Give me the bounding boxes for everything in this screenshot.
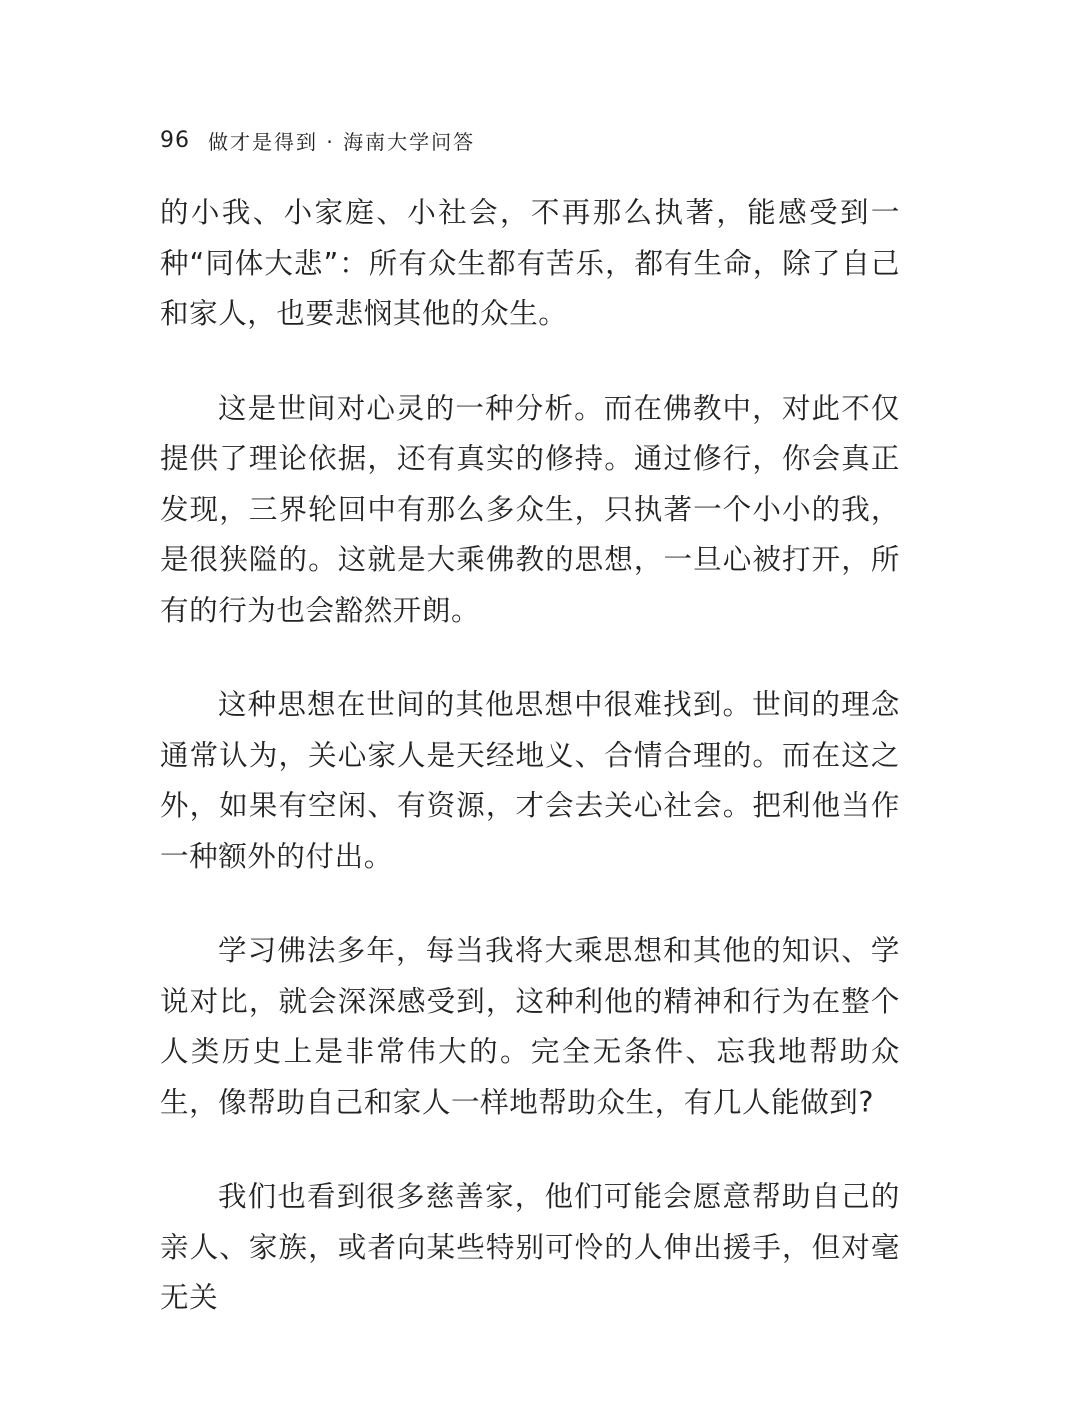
paragraph: 这种思想在世间的其他思想中很难找到。世间的理念通常认为，关心家人是天经地义、合情合理的。而在这之外，如果有空闲、有资源，才会去关心社会。把利他当作一种额外的付出。 [160, 688, 900, 873]
paragraph-continued: 的小我、小家庭、小社会，不再那么执著，能感受到一种“同体大悲”：所有众生都有苦乐，都有生命，除了自己和家人，也要悲悯其他的众生。 [160, 196, 900, 330]
paragraph: 我们也看到很多慈善家，他们可能会愿意帮助自己的亲人、家族，或者向某些特别可怜的人伸出援手，但对毫无关 [160, 1180, 900, 1314]
page-number: 96 [160, 127, 190, 153]
paragraph: 这是世间对心灵的一种分析。而在佛教中，对此不仅提供了理论依据，还有真实的修持。通过修行，你会真正发现，三界轮回中有那么多众生，只执著一个小小的我，是很狭隘的。这就是大乘佛教的思想，一旦心被打开，所有的行为也会豁然开朗。 [160, 391, 900, 627]
paragraph: 学习佛法多年，每当我将大乘思想和其他的知识、学说对比，就会深深感受到，这种利他的精神和行为在整个人类历史上是非常伟大的。完全无条件、忘我地帮助众生，像帮助自己和家人一样地帮助众生，有几人能做到? [160, 934, 900, 1119]
body-text [160, 188, 900, 1368]
running-head [160, 122, 475, 158]
book-title: 做才是得到 · 海南大学问答 [208, 129, 476, 154]
